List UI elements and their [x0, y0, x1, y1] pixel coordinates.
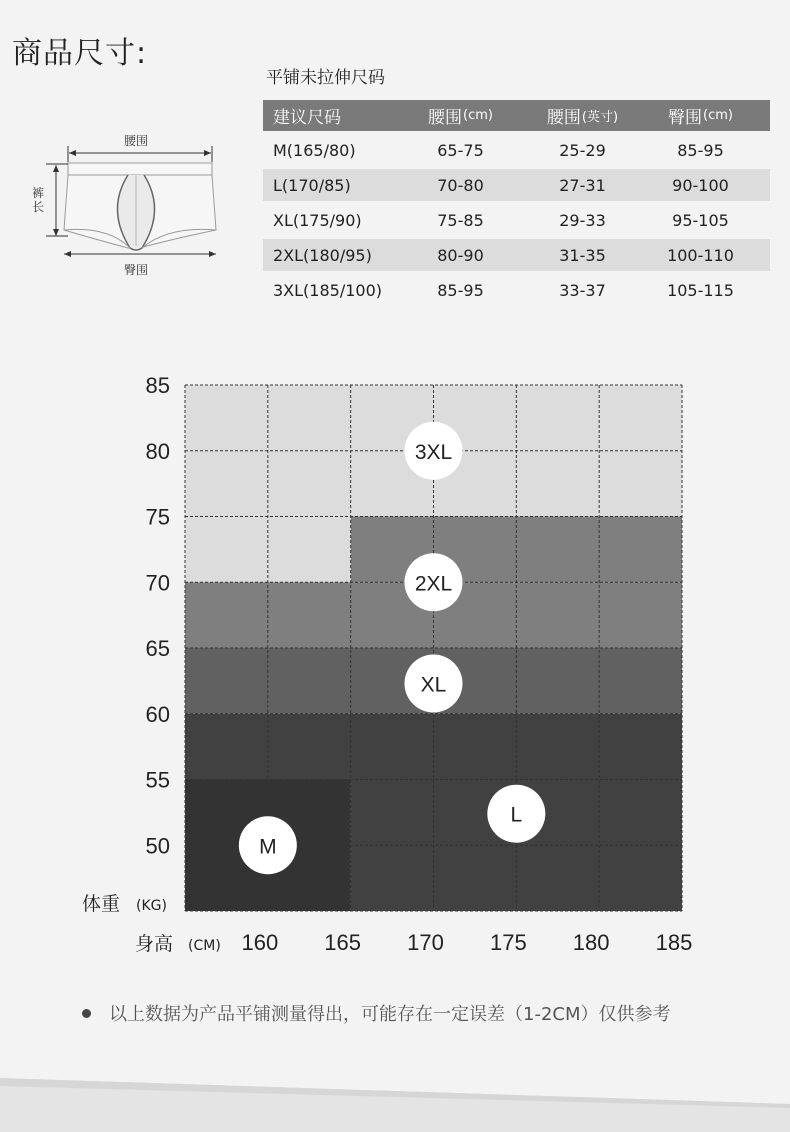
- size-badge-2xl: [405, 553, 463, 611]
- header-waist-inch: 腰围 (英寸): [546, 108, 619, 128]
- cell-size: M(165/80): [273, 140, 356, 160]
- cell-hip-cm: 90-100: [672, 175, 729, 195]
- y-tick-label: 85: [145, 373, 170, 398]
- disclaimer-note: [82, 1000, 671, 1026]
- size-badge-label: 3XL: [414, 440, 453, 464]
- cell-waist-cm: 65-75: [437, 140, 484, 160]
- header-hip-cm: 臀围 (cm): [668, 108, 733, 128]
- y-tick-label: 65: [145, 636, 170, 661]
- x-tick-label: 180: [572, 930, 610, 955]
- y-tick-label: 80: [145, 438, 170, 464]
- x-axis-title: 身高: [135, 933, 174, 955]
- x-axis-unit: (CM): [188, 938, 221, 954]
- cell-hip-cm: 95-105: [672, 210, 729, 230]
- cell-waist-inch: 25-29: [559, 140, 606, 160]
- x-tick-label: 170: [407, 930, 444, 955]
- cell-waist-inch: 27-31: [559, 175, 606, 195]
- header-size: 建议尺码: [273, 108, 341, 128]
- y-tick-label: 70: [145, 570, 170, 596]
- cell-waist-cm: 70-80: [437, 175, 484, 195]
- header-waist-cm: 腰围 (cm): [428, 108, 493, 128]
- y-tick-label: 50: [145, 833, 170, 859]
- bullet-icon: [82, 1009, 91, 1018]
- cell-hip-cm: 105-115: [667, 280, 734, 300]
- x-tick-label: 175: [489, 930, 527, 955]
- size-badge-3xl: [405, 422, 463, 480]
- size-badge-label: L: [510, 803, 523, 827]
- size-badge-l: [487, 785, 545, 843]
- cell-size: 2XL(180/95): [273, 245, 372, 265]
- x-tick-label: 185: [655, 930, 693, 955]
- hip-label: 臀围: [124, 263, 149, 277]
- x-tick-label: 160: [241, 930, 279, 955]
- cell-waist-inch: 31-35: [559, 245, 606, 265]
- y-axis-unit: (KG): [136, 898, 167, 914]
- size-badge-label: M: [259, 835, 277, 859]
- decorative-bottom-band: [0, 1078, 790, 1132]
- page-title: 商品尺寸:: [12, 36, 148, 71]
- cell-waist-cm: 85-95: [437, 280, 484, 300]
- cell-size: L(170/85): [273, 175, 351, 195]
- y-tick-label: 60: [145, 701, 170, 727]
- length-label: 裤长: [32, 186, 45, 214]
- y-tick-label: 75: [145, 504, 170, 530]
- table-subtitle: 平铺未拉伸尺码: [266, 68, 385, 88]
- size-badge-label: XL: [420, 673, 447, 697]
- size-badge-xl: [405, 655, 463, 713]
- cell-waist-cm: 80-90: [437, 245, 484, 265]
- cell-size: 3XL(185/100): [273, 280, 383, 300]
- cell-size: XL(175/90): [273, 210, 362, 230]
- cell-hip-cm: 85-95: [677, 140, 724, 160]
- y-axis-title: 体重: [82, 893, 121, 915]
- y-tick-label: 55: [145, 767, 170, 793]
- cell-waist-cm: 75-85: [437, 210, 484, 230]
- cell-waist-inch: 33-37: [559, 280, 606, 300]
- size-badge-m: [239, 816, 297, 874]
- cell-hip-cm: 100-110: [667, 245, 734, 265]
- size-badge-label: 2XL: [414, 572, 453, 596]
- disclaimer-text: 以上数据为产品平铺测量得出，可能存在一定误差（1-2CM）仅供参考: [109, 1004, 671, 1025]
- waist-label: 腰围: [124, 134, 149, 148]
- cell-waist-inch: 29-33: [559, 210, 606, 230]
- x-tick-label: 165: [324, 930, 362, 955]
